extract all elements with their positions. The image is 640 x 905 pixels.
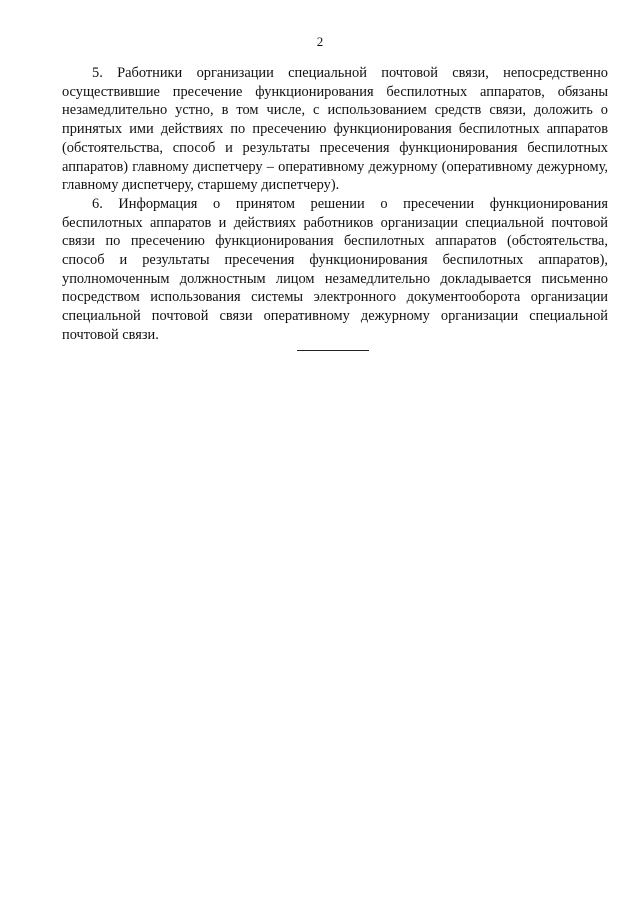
paragraph-6: 6. Информация о принятом решении о пресечении функционирования беспилотных аппаратов и действиях работников организации специальной почтовой связи по пресечению функционирования беспилотных аппаратов (обстоятельства, способ и результаты пресечения функционирования беспилотных аппаратов), уполномоченным должностным лицом незамедлительно докладывается письменно посредством использования системы электронного документооборота организации специальной почтовой связи оперативному дежурному организации специальной почтовой связи. xyxy=(62,195,608,343)
end-of-text-divider xyxy=(297,350,369,351)
page-number: 2 xyxy=(316,34,324,49)
document-body xyxy=(62,64,608,345)
paragraph-5: 5. Работники организации специальной почтовой связи, непосредственно осуществившие пресечение функционирования беспилотных аппаратов, обязаны незамедлительно устно, в том числе, с использованием средств связи, доложить о принятых ими действиях по пресечению функционирования беспилотных аппаратов (обстоятельства, способ и результаты пресечения функционирования беспилотных аппаратов) главному диспетчеру – оперативному дежурному (оперативному дежурному, главному диспетчеру, старшему диспетчеру). xyxy=(62,65,608,194)
